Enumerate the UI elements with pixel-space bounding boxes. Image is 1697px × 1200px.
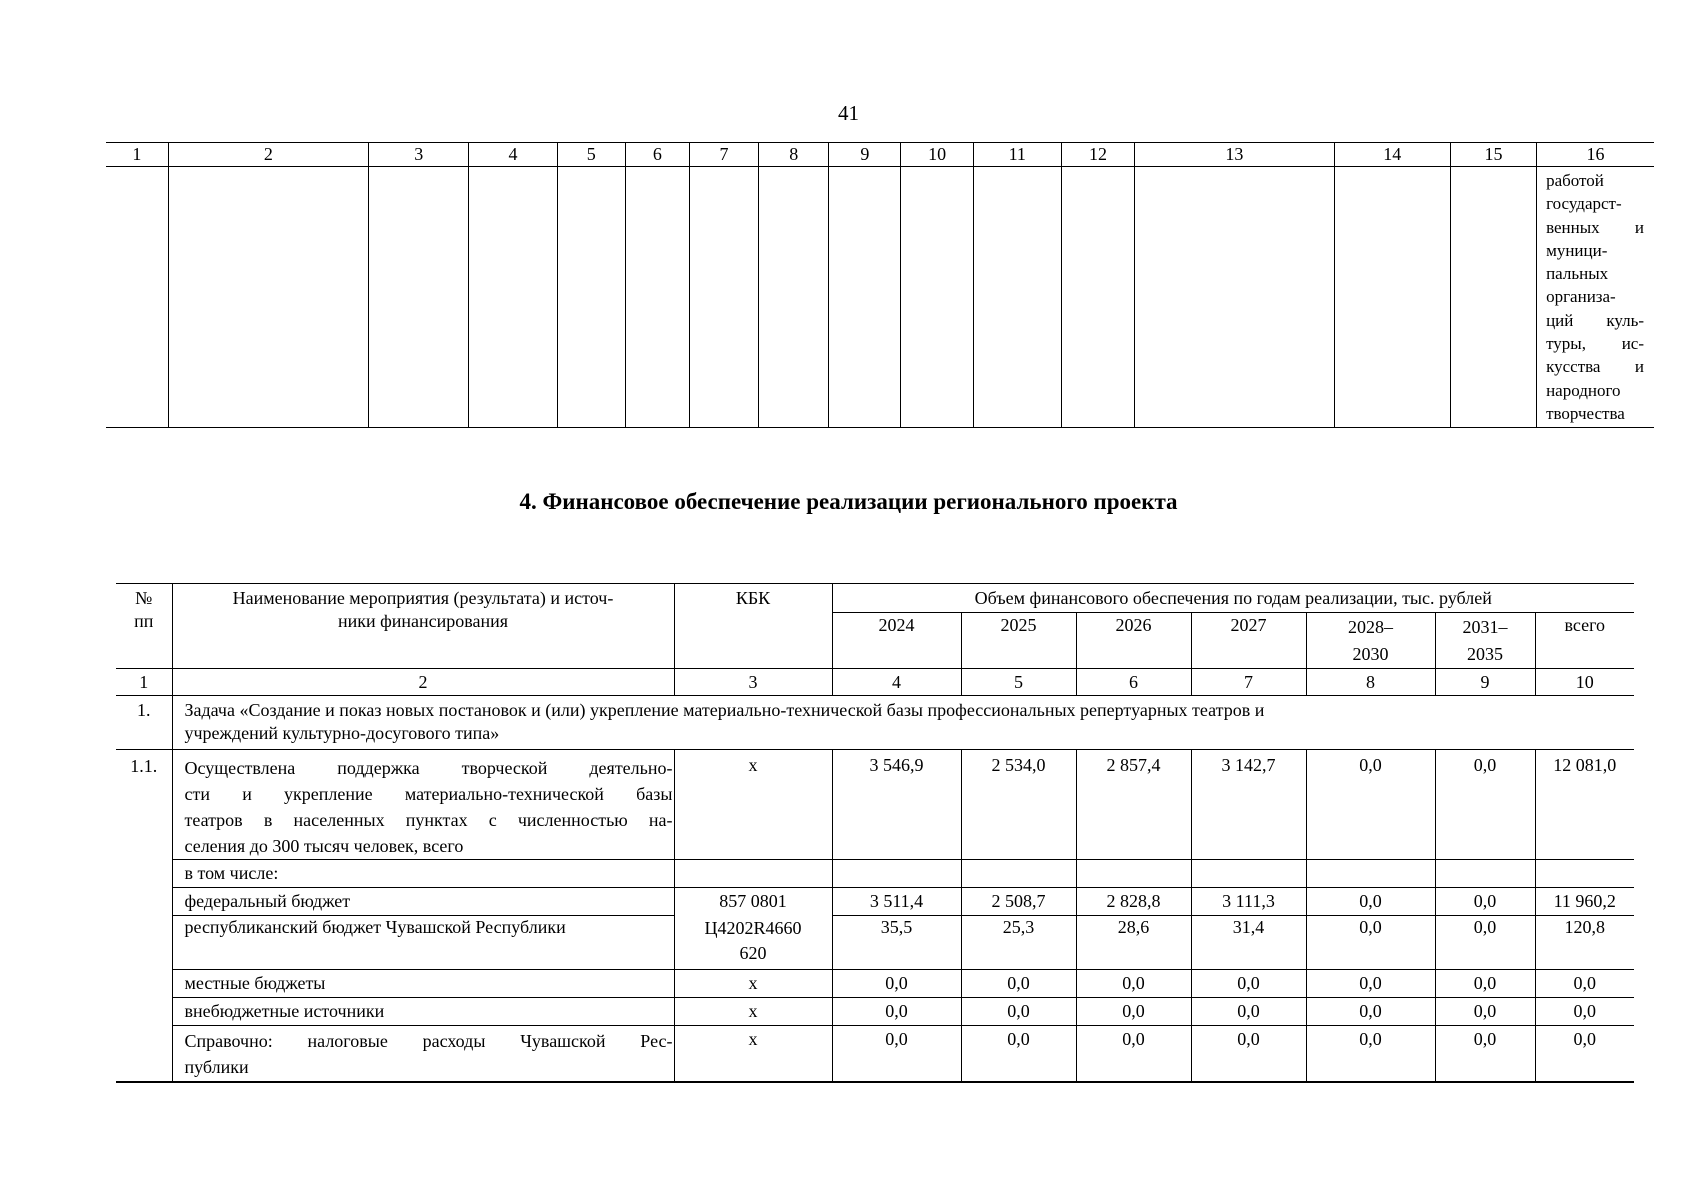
value-cell: 0,0 [1076, 970, 1191, 998]
col-number: 8 [1306, 669, 1435, 696]
value-cell: 0,0 [961, 1026, 1076, 1082]
col-number: 5 [557, 143, 625, 167]
text-line: туры, ис- [1546, 334, 1644, 354]
empty-cell [1334, 167, 1450, 428]
header-kbk: КБК [674, 584, 832, 669]
reference-kbk: х [674, 1026, 832, 1082]
value-cell: 0,0 [1306, 916, 1435, 970]
value-cell: 0,0 [832, 998, 961, 1026]
value-cell: 0,0 [1306, 998, 1435, 1026]
text-line: кусства и [1546, 357, 1644, 377]
text-line: пальных [1546, 264, 1609, 284]
value-cell: 0,0 [1435, 970, 1535, 998]
value-cell: 0,0 [961, 998, 1076, 1026]
table-row [116, 888, 1634, 916]
text-line: государст- [1546, 194, 1622, 214]
value-cell: 3 546,9 [832, 750, 961, 860]
value-cell: 0,0 [1535, 998, 1634, 1026]
value-cell: 0,0 [1435, 998, 1535, 1026]
header-year: 2025 [961, 613, 1076, 669]
col-number: 5 [961, 669, 1076, 696]
value-cell: 25,3 [961, 916, 1076, 970]
header-name-line: ники финансирования [337, 611, 509, 631]
header-year: 2031– 2035 [1435, 613, 1535, 669]
value-cell: 0,0 [1306, 888, 1435, 916]
task-row [116, 696, 1634, 750]
col-number: 11 [973, 143, 1061, 167]
value-cell: 0,0 [961, 970, 1076, 998]
empty-cell [961, 860, 1076, 888]
value-cell: 0,0 [1435, 888, 1535, 916]
empty-cell [469, 167, 557, 428]
value-cell: 12 081,0 [1535, 750, 1634, 860]
col-number: 10 [901, 143, 973, 167]
col-number: 16 [1537, 143, 1654, 167]
text-line: венных и [1546, 217, 1644, 237]
col-number: 9 [829, 143, 901, 167]
reference-line: публики [184, 1057, 249, 1077]
text-line: творчества [1546, 403, 1625, 423]
empty-cell [1435, 860, 1535, 888]
reference-row [116, 1026, 1634, 1082]
value-cell: 3 111,3 [1191, 888, 1306, 916]
header-volume: Объем финансового обеспечения по годам реализации, тыс. рублей [832, 584, 1634, 613]
value-cell: 0,0 [1535, 970, 1634, 998]
column-number-row [106, 143, 1654, 167]
row-name: местные бюджеты [172, 970, 674, 998]
value-cell: 0,0 [1306, 750, 1435, 860]
value-cell: 0,0 [832, 1026, 961, 1082]
header-no-text: № пп [134, 588, 154, 631]
value-cell: 28,6 [1076, 916, 1191, 970]
col-number: 10 [1535, 669, 1634, 696]
table-row [116, 970, 1634, 998]
col-number: 1 [106, 143, 168, 167]
col16-text [1537, 167, 1654, 428]
text-line: работой [1546, 171, 1604, 190]
item-name-line: театров в населенных пунктах с численностью на- [184, 810, 673, 830]
task-text-line: Задача «Создание и показ новых постановок и (или) укрепление материально-технической базы профессиональных репертуарных театров и [184, 700, 1265, 720]
empty-cell [689, 167, 758, 428]
header-total: всего [1535, 613, 1634, 669]
col-number: 4 [832, 669, 961, 696]
empty-cell [625, 167, 689, 428]
header-name-line: Наименование мероприятия (результата) и источ- [232, 588, 614, 608]
value-cell: 0,0 [1435, 1026, 1535, 1082]
text-line: муници- [1546, 240, 1608, 260]
empty-cell [829, 167, 901, 428]
header-name [172, 584, 674, 669]
row-kbk: 857 0801 [674, 888, 832, 916]
header-year: 2024 [832, 613, 961, 669]
header-no [116, 584, 172, 669]
col-number: 3 [369, 143, 469, 167]
value-cell: 2 828,8 [1076, 888, 1191, 916]
empty-cell [1306, 860, 1435, 888]
col-number: 6 [1076, 669, 1191, 696]
item-kbk: х [674, 750, 832, 860]
value-cell: 0,0 [1435, 916, 1535, 970]
row-kbk: Ц4202R4660 620 [674, 916, 832, 970]
value-cell: 120,8 [1535, 916, 1634, 970]
empty-cell [973, 167, 1061, 428]
value-cell: 35,5 [832, 916, 961, 970]
item-name-line: селения до 300 тысяч человек, всего [184, 836, 464, 856]
empty-cell [168, 167, 369, 428]
section-title: 4. Финансовое обеспечение реализации регионального проекта [519, 489, 1178, 514]
col-number: 2 [172, 669, 674, 696]
value-cell: 0,0 [1191, 970, 1306, 998]
col-number: 2 [168, 143, 369, 167]
value-cell: 0,0 [1306, 970, 1435, 998]
empty-cell [106, 167, 168, 428]
col-number: 4 [469, 143, 557, 167]
item-name-line: сти и укрепление материально-технической базы [184, 784, 673, 804]
empty-cell [759, 167, 829, 428]
col-number: 15 [1450, 143, 1536, 167]
empty-cell [1450, 167, 1536, 428]
value-cell: 0,0 [1435, 750, 1535, 860]
value-cell: 3 511,4 [832, 888, 961, 916]
col-number: 14 [1334, 143, 1450, 167]
empty-cell [901, 167, 973, 428]
empty-cell [1135, 167, 1335, 428]
col-number: 7 [689, 143, 758, 167]
reference-line: Справочно: налоговые расходы Чувашской Рес- [184, 1031, 673, 1051]
value-cell: 2 508,7 [961, 888, 1076, 916]
item-row [116, 750, 1634, 860]
item-name-line: Осуществлена поддержка творческой деятельно- [184, 758, 673, 778]
empty-cell [1535, 860, 1634, 888]
financing-table [116, 583, 1634, 1083]
task-text-line: учреждений культурно-досугового типа» [184, 723, 500, 743]
table-row [116, 998, 1634, 1026]
empty-cell [1076, 860, 1191, 888]
row-kbk: х [674, 970, 832, 998]
page-number: 41 [838, 101, 859, 125]
empty-cell [1061, 167, 1134, 428]
text-line: ций куль- [1546, 310, 1644, 330]
reference-name [172, 1026, 674, 1082]
value-cell: 0,0 [1306, 1026, 1435, 1082]
col-number: 13 [1135, 143, 1335, 167]
text-line: организа- [1546, 287, 1616, 307]
item-no: 1.1. [116, 750, 172, 1082]
value-cell: 0,0 [1191, 1026, 1306, 1082]
empty-cell [832, 860, 961, 888]
row-name: внебюджетные источники [172, 998, 674, 1026]
row-name: федеральный бюджет [172, 888, 674, 916]
value-cell: 0,0 [1535, 1026, 1634, 1082]
continuation-table [106, 142, 1654, 428]
value-cell: 0,0 [1076, 998, 1191, 1026]
col-number: 6 [625, 143, 689, 167]
value-cell: 11 960,2 [1535, 888, 1634, 916]
item-name [172, 750, 674, 860]
row-name: республиканский бюджет Чувашской Республики [172, 916, 674, 970]
col-number: 9 [1435, 669, 1535, 696]
task-no: 1. [116, 696, 172, 750]
header-year: 2026 [1076, 613, 1191, 669]
col-number: 12 [1061, 143, 1134, 167]
col-number: 1 [116, 669, 172, 696]
value-cell: 2 857,4 [1076, 750, 1191, 860]
value-cell: 3 142,7 [1191, 750, 1306, 860]
empty-cell [557, 167, 625, 428]
value-cell: 31,4 [1191, 916, 1306, 970]
value-cell: 2 534,0 [961, 750, 1076, 860]
col-number: 3 [674, 669, 832, 696]
value-cell: 0,0 [832, 970, 961, 998]
value-cell: 0,0 [1076, 1026, 1191, 1082]
empty-cell [674, 860, 832, 888]
header-year: 2028– 2030 [1306, 613, 1435, 669]
empty-cell [369, 167, 469, 428]
continuation-row [106, 167, 1654, 428]
task-text [172, 696, 1634, 750]
empty-cell [1191, 860, 1306, 888]
text-line: народного [1546, 380, 1621, 400]
col-number: 7 [1191, 669, 1306, 696]
including-label: в том числе: [172, 860, 674, 888]
col-number: 8 [759, 143, 829, 167]
value-cell: 0,0 [1191, 998, 1306, 1026]
header-year: 2027 [1191, 613, 1306, 669]
row-kbk: х [674, 998, 832, 1026]
table-row [116, 916, 1634, 970]
